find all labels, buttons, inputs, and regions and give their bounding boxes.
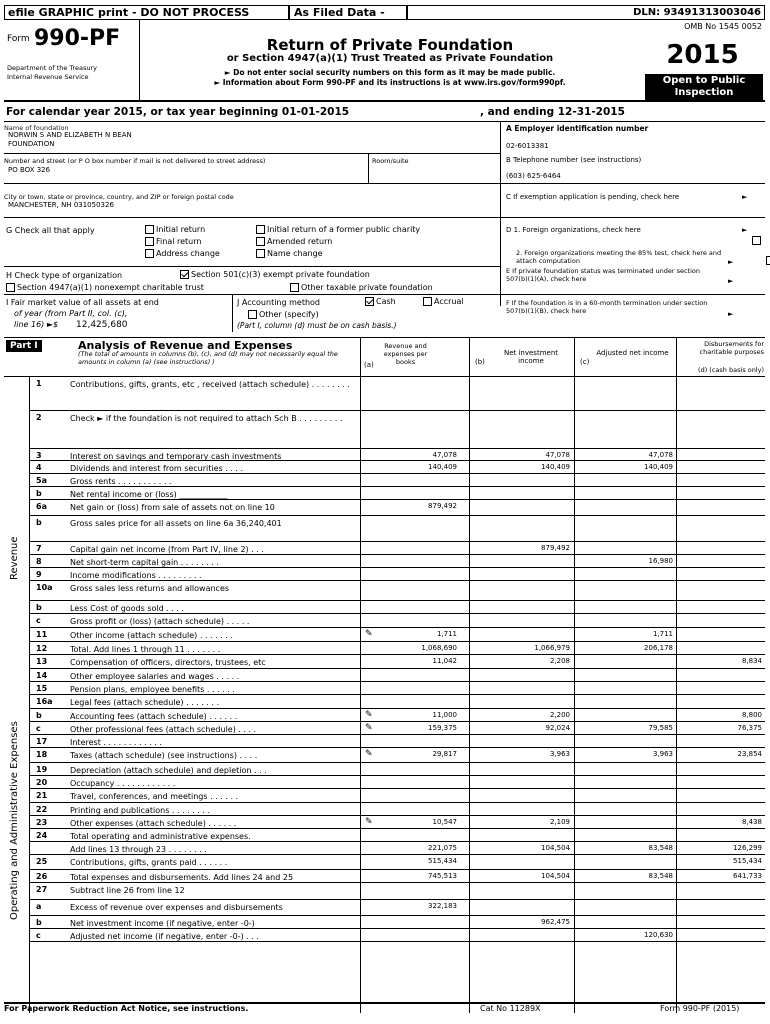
- line-number: 2: [36, 413, 42, 422]
- line-number: 8: [36, 557, 42, 566]
- line-description: Add lines 13 through 23 . . . . . . . .: [70, 845, 207, 854]
- line-number: 21: [36, 791, 48, 800]
- attachment-icon[interactable]: ✎: [365, 817, 373, 827]
- line-number: b: [36, 518, 42, 527]
- table-row: [30, 900, 765, 916]
- rule: [4, 121, 765, 122]
- arrow-icon: ►: [728, 277, 734, 285]
- filed-banner: As Filed Data -: [289, 5, 407, 20]
- line-number: 6a: [36, 502, 47, 511]
- line-description: Total expenses and disbursements. Add lines 24 and 25: [70, 873, 294, 882]
- line-description: Taxes (attach schedule) (see instructions) . . . .: [70, 751, 258, 760]
- line-description: Printing and publications . . . . . . . .: [70, 806, 211, 815]
- col-a-value: 140,409: [428, 463, 457, 471]
- col-b-value: 879,492: [541, 544, 570, 552]
- vrule: [500, 121, 501, 306]
- open-line1: Open to Public: [662, 75, 746, 86]
- line-description: Adjusted net income (if negative, enter -0-) . . .: [70, 932, 259, 941]
- d1-checkbox[interactable]: [752, 236, 761, 245]
- table-row: [30, 377, 765, 411]
- col-b-value: 47,078: [545, 451, 570, 459]
- opt-amended[interactable]: Amended return: [256, 237, 332, 246]
- line-description: Legal fees (attach schedule) . . . . . . .: [70, 698, 220, 707]
- table-row: [30, 449, 765, 461]
- col-a-value: 1,711: [436, 630, 457, 638]
- line-number: 23: [36, 818, 48, 827]
- table-row: [30, 628, 765, 642]
- col-a-value: 47,078: [432, 451, 457, 459]
- table-row: [30, 870, 765, 883]
- col-c-value: 3,963: [652, 750, 673, 758]
- table-row: [30, 555, 765, 568]
- h-label: H Check type of organization: [6, 271, 123, 280]
- side-expenses: Operating and Administrative Expenses: [9, 721, 20, 920]
- table-row: [30, 682, 765, 695]
- table-row: [30, 669, 765, 682]
- city-value: MANCHESTER, NH 031050326: [8, 201, 114, 209]
- col-a-value: 10,547: [432, 818, 457, 826]
- opt-address[interactable]: Address change: [145, 249, 220, 258]
- line-number: c: [36, 724, 41, 733]
- line-description: Capital gain net income (from Part IV, line 2) . . .: [70, 545, 264, 554]
- arrow-icon: ►: [728, 310, 734, 318]
- line-number: b: [36, 603, 42, 612]
- table-row: [30, 829, 765, 842]
- col-c-header: Adjusted net income: [596, 349, 669, 357]
- line-number: 15: [36, 684, 48, 693]
- part-title: Analysis of Revenue and Expenses: [78, 339, 293, 352]
- side-revenue: Revenue: [9, 536, 20, 580]
- line-number: b: [36, 711, 42, 720]
- col-d-header: Disbursements for charitable purposes: [699, 340, 764, 356]
- col-d-value: 641,733: [733, 872, 762, 880]
- j-label: J Accounting method: [237, 298, 321, 307]
- line-description: Dividends and interest from securities . . . .: [70, 464, 244, 473]
- col-a-value: 1,068,690: [421, 644, 457, 652]
- e-label: E If private foundation status was terminated under section 507(b)(1)(A), check here: [506, 267, 701, 283]
- col-c-value: 83,548: [648, 844, 673, 852]
- col-c-value: 16,980: [648, 557, 673, 565]
- line-number: 14: [36, 671, 48, 680]
- col-c-value: 120,630: [644, 931, 673, 939]
- line-number: 10a: [36, 583, 53, 592]
- c-label: C If exemption application is pending, check here: [506, 193, 680, 201]
- i-line3: line 16) ►$: [14, 320, 59, 329]
- col-b-value: 1,066,979: [534, 644, 570, 652]
- rule: [4, 153, 500, 154]
- col-d-value: 8,438: [741, 818, 762, 826]
- department: Department of the Treasury Internal Revenue Service: [7, 64, 98, 81]
- period-end: , and ending 12-31-2015: [480, 106, 625, 118]
- opt-final[interactable]: Final return: [145, 237, 201, 246]
- j-other[interactable]: Other (specify): [248, 310, 319, 319]
- col-c-value: 47,078: [648, 451, 673, 459]
- part-desc: (The total of amounts in columns (b), (c), and (d) may not necessarily equal the amounts in column (a) (see instructions) ): [78, 350, 338, 366]
- line-description: Other employee salaries and wages . . . . .: [70, 672, 240, 681]
- line-number: 5a: [36, 476, 47, 485]
- table-row: [30, 803, 765, 816]
- foundation-name: NORWIN S AND ELIZABETH N BEAN FOUNDATION: [8, 131, 132, 148]
- line-description: Travel, conferences, and meetings . . . . . .: [70, 792, 239, 801]
- col-d-value: 126,299: [733, 844, 762, 852]
- part-label: Part I: [6, 340, 42, 352]
- period-begin: For calendar year 2015, or tax year beginning 01-01-2015: [6, 106, 350, 118]
- rule: [4, 217, 765, 218]
- ssn-note: ► Do not enter social security numbers on this form as it may be made public.: [224, 68, 556, 77]
- arrow-icon: ►: [728, 258, 734, 266]
- arrow-icon: ►: [742, 226, 748, 234]
- col-a-value: 159,375: [428, 724, 457, 732]
- vrule: [469, 337, 470, 377]
- fmv-value: 12,425,680: [76, 320, 128, 330]
- table-row: [30, 474, 765, 487]
- line-number: 1: [36, 379, 42, 388]
- phone-value: (603) 625-6464: [506, 172, 561, 180]
- col-b-value: 92,024: [545, 724, 570, 732]
- table-row: [30, 655, 765, 669]
- col-a-value: 515,434: [428, 857, 457, 865]
- col-c-value: 140,409: [644, 463, 673, 471]
- line-description: Income modifications . . . . . . . . .: [70, 571, 202, 580]
- table-row: [30, 568, 765, 581]
- street-label: Number and street (or P O box number if mail is not delivered to street address): [4, 157, 266, 165]
- line-number: b: [36, 918, 42, 927]
- table-row: [30, 842, 765, 855]
- f-label: F If the foundation is in a 60-month termination under section 507(b)(1)(B), check here: [506, 299, 708, 315]
- table-row: [30, 581, 765, 601]
- d2-label: 2. Foreign organizations meeting the 85% test, check here and attach computation: [516, 249, 722, 265]
- rule: [4, 266, 500, 267]
- line-description: Gross sales price for all assets on line 6a 36,240,401: [70, 519, 282, 528]
- line-number: 19: [36, 765, 48, 774]
- line-number: 17: [36, 737, 48, 746]
- line-description: Total operating and administrative expenses.: [70, 832, 251, 841]
- col-a-value: 221,075: [428, 844, 457, 852]
- line-description: Gross profit or (loss) (attach schedule) . . . . .: [70, 617, 250, 626]
- form-id-block: [4, 20, 140, 100]
- omb-number: OMB No 1545 0052: [684, 22, 762, 31]
- col-c-value: 83,548: [648, 872, 673, 880]
- table-row: [30, 614, 765, 628]
- col-d-value: 23,854: [737, 750, 762, 758]
- line-number: c: [36, 616, 41, 625]
- vrule: [360, 337, 361, 377]
- line-description: Compensation of officers, directors, trustees, etc: [70, 658, 266, 667]
- table-row: [30, 883, 765, 900]
- table-row: [30, 709, 765, 722]
- line-number: 4: [36, 463, 42, 472]
- line-description: Less Cost of goods sold . . . .: [70, 604, 185, 613]
- table-row: [30, 855, 765, 870]
- line-description: Other income (attach schedule) . . . . . . .: [70, 631, 233, 640]
- d2-checkbox[interactable]: [766, 256, 770, 265]
- line-description: Check ► if the foundation is not required to attach Sch B . . . . . . . . .: [70, 414, 343, 423]
- room-label: Room/suite: [372, 157, 409, 165]
- d1-label: D 1. Foreign organizations, check here: [506, 226, 641, 234]
- line-description: Excess of revenue over expenses and disbursements: [70, 903, 283, 912]
- attachment-icon[interactable]: ✎: [365, 710, 373, 720]
- j-accrual[interactable]: Accrual: [423, 297, 464, 306]
- footer-notice: For Paperwork Reduction Act Notice, see instructions.: [4, 1004, 249, 1013]
- col-b-value: 962,475: [541, 918, 570, 926]
- rule: [4, 183, 765, 184]
- line-number: 22: [36, 805, 48, 814]
- col-a-value: 29,817: [432, 750, 457, 758]
- col-c-value: 206,178: [644, 644, 673, 652]
- table-row: [30, 816, 765, 829]
- j-note: (Part I, column (d) must be on cash basis.): [237, 321, 397, 330]
- table-row: [30, 500, 765, 516]
- line-description: Net short-term capital gain . . . . . . . .: [70, 558, 219, 567]
- form-title: Return of Private Foundation: [266, 36, 514, 54]
- table-row: [30, 916, 765, 929]
- footer-form: Form 990-PF (2015): [660, 1004, 740, 1013]
- table-row: [30, 695, 765, 709]
- line-number: 9: [36, 570, 42, 579]
- line-number: 16a: [36, 697, 53, 706]
- table-row: [30, 411, 765, 449]
- form-prefix: Form: [7, 34, 30, 44]
- line-number: 26: [36, 872, 48, 881]
- col-b-value: 104,504: [541, 844, 570, 852]
- attachment-icon[interactable]: ✎: [365, 629, 373, 639]
- attachment-icon[interactable]: ✎: [365, 749, 373, 759]
- line-number: 24: [36, 831, 48, 840]
- table-row: [30, 763, 765, 776]
- g-label: G Check all that apply: [6, 226, 95, 235]
- form-subtitle: or Section 4947(a)(1) Trust Treated as Private Foundation: [226, 53, 554, 64]
- col-a-letter: (a): [364, 361, 374, 369]
- table-row: [30, 929, 765, 942]
- col-c-letter: (c): [580, 358, 590, 366]
- form-number: 990-PF: [34, 26, 121, 51]
- line-description: Net investment income (if negative, enter -0-): [70, 919, 255, 928]
- table-row: [30, 516, 765, 542]
- line-description: Depreciation (attach schedule) and depletion . . .: [70, 766, 267, 775]
- line-number: 18: [36, 750, 48, 759]
- line-number: a: [36, 902, 42, 911]
- table-row: [30, 642, 765, 655]
- city-label: City or town, state or province, country, and ZIP or foreign postal code: [4, 193, 234, 201]
- footer-cat: Cat No 11289X: [480, 1004, 541, 1013]
- line-description: Other professional fees (attach schedule) . . . .: [70, 725, 257, 734]
- open-inspection: [645, 74, 763, 100]
- h-other[interactable]: Other taxable private foundation: [290, 283, 433, 292]
- line-description: Interest . . . . . . . . . . . .: [70, 738, 162, 747]
- line-number: 25: [36, 857, 48, 866]
- ein-label: A Employer identification number: [506, 124, 649, 133]
- col-c-value: 1,711: [652, 630, 673, 638]
- col-b-letter: (b): [475, 358, 485, 366]
- col-a-value: 11,000: [432, 711, 457, 719]
- efile-banner: efile GRAPHIC print - DO NOT PROCESS: [4, 5, 289, 20]
- tax-year: 2015: [666, 40, 739, 70]
- arrow-icon: ►: [742, 193, 748, 201]
- line-description: Other expenses (attach schedule) . . . . . .: [70, 819, 237, 828]
- col-d-sub: (d) (cash basis only): [698, 366, 764, 374]
- line-description: Contributions, gifts, grants, etc , received (attach schedule) . . . . . . . .: [70, 380, 350, 389]
- line-number: 3: [36, 451, 42, 460]
- line-description: Occupancy . . . . . . . . . . . .: [70, 779, 176, 788]
- dln: DLN: 93491313003046: [407, 5, 765, 20]
- line-description: Net gain or (loss) from sale of assets not on line 10: [70, 503, 275, 512]
- h-4947[interactable]: Section 4947(a)(1) nonexempt charitable trust: [6, 283, 204, 292]
- table-row: [30, 601, 765, 614]
- street-value: PO BOX 326: [8, 166, 51, 174]
- open-line2: Inspection: [674, 87, 734, 98]
- col-d-value: 8,800: [741, 711, 762, 719]
- attachment-icon[interactable]: ✎: [365, 723, 373, 733]
- opt-initial-former[interactable]: Initial return of a former public charity: [256, 225, 420, 234]
- i-line1: I Fair market value of all assets at end: [6, 298, 159, 307]
- line-description: Subtract line 26 from line 12: [70, 886, 185, 895]
- vrule: [574, 337, 575, 377]
- line-description: Pension plans, employee benefits . . . . . .: [70, 685, 235, 694]
- name-label: Name of foundation: [4, 124, 69, 132]
- table-row: [30, 789, 765, 803]
- line-number: 27: [36, 885, 48, 894]
- table-row: [30, 542, 765, 555]
- col-b-value: 140,409: [541, 463, 570, 471]
- col-d-value: 76,375: [737, 724, 762, 732]
- line-description: Total. Add lines 1 through 11 . . . . . . .: [70, 645, 221, 654]
- col-b-value: 104,504: [541, 872, 570, 880]
- header-rule: [4, 100, 765, 102]
- col-b-value: 2,208: [549, 657, 570, 665]
- col-c-value: 79,585: [648, 724, 673, 732]
- phone-label: B Telephone number (see instructions): [506, 156, 642, 164]
- col-a-value: 11,042: [432, 657, 457, 665]
- opt-initial[interactable]: Initial return: [145, 225, 205, 234]
- col-a-value: 322,183: [428, 902, 457, 910]
- line-description: Accounting fees (attach schedule) . . . . . .: [70, 712, 238, 721]
- i-line2: of year (from Part II, col. (c),: [14, 309, 128, 318]
- opt-name[interactable]: Name change: [256, 249, 323, 258]
- line-description: Contributions, gifts, grants paid . . . . . .: [70, 858, 228, 867]
- line-description: Interest on savings and temporary cash investments: [70, 452, 282, 461]
- table-row: [30, 722, 765, 735]
- rule: [4, 294, 765, 295]
- col-b-value: 2,200: [549, 711, 570, 719]
- col-b-value: 2,109: [549, 818, 570, 826]
- table-row: [30, 735, 765, 748]
- line-number: c: [36, 931, 41, 940]
- table-row: [30, 487, 765, 500]
- ein-value: 02-6013381: [506, 142, 549, 150]
- line-description: Net rental income or (loss) ____________: [70, 490, 228, 499]
- line-number: 12: [36, 644, 48, 653]
- vrule: [368, 153, 369, 183]
- info-note: ► Information about Form 990-PF and its instructions is at www.irs.gov/form990pf.: [214, 78, 566, 87]
- line-number: 7: [36, 544, 42, 553]
- line-number: b: [36, 489, 42, 498]
- h-501c3[interactable]: Section 501(c)(3) exempt private foundation: [180, 270, 370, 279]
- col-a-header: Revenue and expenses per books: [383, 342, 428, 366]
- table-row: [30, 461, 765, 474]
- line-number: 13: [36, 657, 48, 666]
- col-a-value: 879,492: [428, 502, 457, 510]
- line-number: 20: [36, 778, 48, 787]
- j-cash[interactable]: Cash: [365, 297, 396, 306]
- line-description: Gross sales less returns and allowances: [70, 584, 230, 593]
- vrule: [232, 294, 233, 332]
- col-d-value: 515,434: [733, 857, 762, 865]
- col-d-value: 8,834: [741, 657, 762, 665]
- line-number: 11: [36, 630, 48, 639]
- col-b-value: 3,963: [549, 750, 570, 758]
- col-b-header: Net investment income: [503, 349, 559, 365]
- col-a-value: 745,513: [428, 872, 457, 880]
- line-description: Gross rents . . . . . . . . . . .: [70, 477, 172, 486]
- table-row: [30, 748, 765, 763]
- table-row: [30, 776, 765, 789]
- rule: [4, 337, 765, 338]
